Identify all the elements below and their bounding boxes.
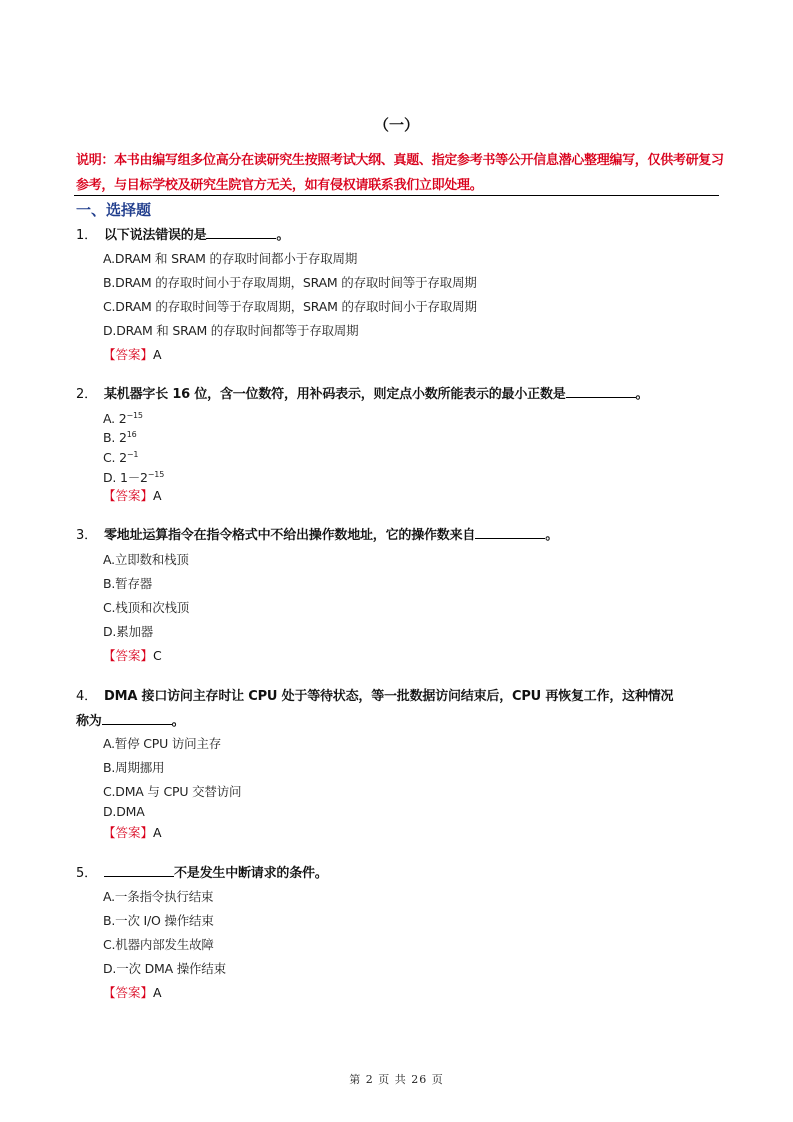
- question-1-option-c: C.DRAM 的存取时间等于存取周期，SRAM 的存取时间小于存取周期: [103, 299, 477, 314]
- disclaimer-notice: 说明：本书由编写组多位高分在读研究生按照考试大纲、真题、指定参考书等公开信息潜心整理编写，仅供考研复习参考，与目标学校及研究生院官方无关，如有侵权请联系我们立即处理。: [76, 153, 724, 193]
- answer-blank: [104, 862, 174, 877]
- answer-blank: [206, 224, 276, 239]
- question-number: 4．: [76, 689, 97, 704]
- question-2-option-c: C. $2^{-1}$: [103, 450, 139, 465]
- question-3-option-c: C.栈顶和次栈顶: [103, 600, 190, 615]
- question-3-option-a: A.立即数和栈顶: [103, 552, 189, 567]
- question-1-answer: 【答案】A: [103, 347, 162, 362]
- question-4-option-a: A.暂停 CPU 访问主存: [103, 736, 222, 751]
- question-2-option-a: A. $2^{-15}$: [103, 411, 143, 426]
- question-4-stem: 4． DMA 接口访问主存时让 CPU 处于等待状态，等一批数据访问结束后，CPU 再恢复工作，这种情况 称为 。: [76, 684, 726, 734]
- section-title: 一、选择题: [76, 201, 152, 219]
- question-5-option-d: D.一次 DMA 操作结束: [103, 961, 226, 976]
- question-number: 3．: [76, 528, 97, 543]
- question-4-answer: 【答案】A: [103, 825, 162, 840]
- question-1-option-d: D.DRAM 和 SRAM 的存取时间都等于存取周期: [103, 323, 359, 338]
- question-4-option-d: D.DMA: [103, 804, 145, 819]
- question-1-option-b: B.DRAM 的存取时间小于存取周期，SRAM 的存取时间等于存取周期: [103, 275, 477, 290]
- question-3-answer: 【答案】C: [103, 648, 162, 663]
- question-5-option-b: B.一次 I/O 操作结束: [103, 913, 214, 928]
- question-2-answer: 【答案】A: [103, 488, 162, 503]
- question-4-option-b: B.周期挪用: [103, 760, 165, 775]
- question-2-stem: 2． 某机器字长 16 位，含一位数符，用补码表示，则定点小数所能表示的最小正数是 。: [76, 382, 726, 407]
- question-5-stem: 5． 不是发生中断请求的条件。: [76, 861, 726, 886]
- question-5-answer: 【答案】A: [103, 985, 162, 1000]
- question-3-stem: 3． 零地址运算指令在指令格式中不给出操作数地址，它的操作数来自 。: [76, 523, 726, 548]
- header-divider: [74, 195, 719, 196]
- question-1-stem: 1． 以下说法错误的是 。: [76, 223, 726, 248]
- page-number-footer: 第 2 页 共 26 页: [349, 1073, 444, 1086]
- page-title: （一）: [373, 116, 419, 134]
- question-4-option-c: C.DMA 与 CPU 交替访问: [103, 784, 242, 799]
- question-5-option-c: C.机器内部发生故障: [103, 937, 214, 952]
- question-number: 5．: [76, 866, 97, 881]
- question-1-option-a: A.DRAM 和 SRAM 的存取时间都小于存取周期: [103, 251, 358, 266]
- answer-blank: [475, 524, 545, 539]
- question-number: 1．: [76, 228, 97, 243]
- question-5-option-a: A.一条指令执行结束: [103, 889, 214, 904]
- answer-blank: [566, 383, 636, 398]
- question-2-option-b: B. $2^{16}$: [103, 430, 137, 445]
- answer-blank: [102, 710, 172, 725]
- question-number: 2．: [76, 387, 97, 402]
- question-2-option-d: D. $1-2^{-15}$: [103, 470, 165, 485]
- question-3-option-b: B.暂存器: [103, 576, 153, 591]
- question-3-option-d: D.累加器: [103, 624, 154, 639]
